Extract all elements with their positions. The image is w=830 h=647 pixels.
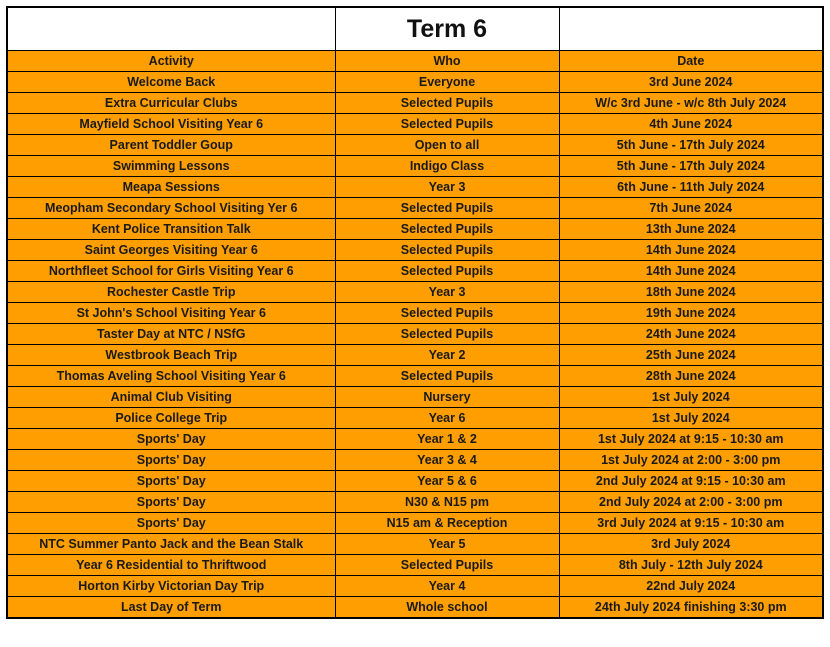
date-cell: 14th June 2024 — [559, 240, 823, 261]
table-row — [7, 450, 823, 471]
who-cell: Year 5 & 6 — [335, 471, 559, 492]
activity-cell: Horton Kirby Victorian Day Trip — [7, 576, 335, 597]
activity-cell: NTC Summer Panto Jack and the Bean Stalk — [7, 534, 335, 555]
date-cell: 14th June 2024 — [559, 261, 823, 282]
who-cell: Selected Pupils — [335, 303, 559, 324]
who-cell: Selected Pupils — [335, 261, 559, 282]
date-cell: 22nd July 2024 — [559, 576, 823, 597]
table-row — [7, 282, 823, 303]
date-cell: 13th June 2024 — [559, 219, 823, 240]
date-cell: 7th June 2024 — [559, 198, 823, 219]
header-activity: Activity — [7, 51, 335, 72]
activity-cell: Parent Toddler Goup — [7, 135, 335, 156]
table-row — [7, 513, 823, 534]
activity-cell: Meapa Sessions — [7, 177, 335, 198]
term-schedule — [6, 6, 822, 619]
activity-cell: Meopham Secondary School Visiting Yer 6 — [7, 198, 335, 219]
table-row — [7, 408, 823, 429]
activity-cell: Animal Club Visiting — [7, 387, 335, 408]
who-cell: Whole school — [335, 597, 559, 619]
table-row — [7, 198, 823, 219]
who-cell: Selected Pupils — [335, 219, 559, 240]
date-cell: W/c 3rd June - w/c 8th July 2024 — [559, 93, 823, 114]
table-row — [7, 219, 823, 240]
date-cell: 25th June 2024 — [559, 345, 823, 366]
date-cell: 3rd July 2024 — [559, 534, 823, 555]
who-cell: Indigo Class — [335, 156, 559, 177]
term-title: Term 6 — [335, 7, 559, 51]
date-cell: 3rd July 2024 at 9:15 - 10:30 am — [559, 513, 823, 534]
date-cell: 28th June 2024 — [559, 366, 823, 387]
table-row — [7, 429, 823, 450]
who-cell: Open to all — [335, 135, 559, 156]
date-cell: 6th June - 11th July 2024 — [559, 177, 823, 198]
table-row — [7, 261, 823, 282]
table-row — [7, 177, 823, 198]
who-cell: Year 3 & 4 — [335, 450, 559, 471]
who-cell: Year 4 — [335, 576, 559, 597]
date-cell: 24th July 2024 finishing 3:30 pm — [559, 597, 823, 619]
date-cell: 18th June 2024 — [559, 282, 823, 303]
who-cell: Selected Pupils — [335, 555, 559, 576]
table-row — [7, 114, 823, 135]
schedule-table — [6, 6, 824, 619]
activity-cell: Saint Georges Visiting Year 6 — [7, 240, 335, 261]
date-cell: 8th July - 12th July 2024 — [559, 555, 823, 576]
activity-cell: Last Day of Term — [7, 597, 335, 619]
who-cell: Selected Pupils — [335, 366, 559, 387]
date-cell: 3rd June 2024 — [559, 72, 823, 93]
table-row — [7, 387, 823, 408]
activity-cell: Thomas Aveling School Visiting Year 6 — [7, 366, 335, 387]
title-cell-right — [559, 7, 823, 51]
who-cell: Selected Pupils — [335, 240, 559, 261]
date-cell: 1st July 2024 — [559, 408, 823, 429]
table-row — [7, 156, 823, 177]
table-row — [7, 471, 823, 492]
header-who: Who — [335, 51, 559, 72]
who-cell: Nursery — [335, 387, 559, 408]
who-cell: Selected Pupils — [335, 324, 559, 345]
date-cell: 4th June 2024 — [559, 114, 823, 135]
who-cell: N30 & N15 pm — [335, 492, 559, 513]
table-row — [7, 303, 823, 324]
table-row — [7, 534, 823, 555]
activity-cell: St John's School Visiting Year 6 — [7, 303, 335, 324]
title-cell-left — [7, 7, 335, 51]
table-row — [7, 93, 823, 114]
table-row — [7, 324, 823, 345]
activity-cell: Northfleet School for Girls Visiting Year 6 — [7, 261, 335, 282]
title-row — [7, 7, 823, 51]
activity-cell: Kent Police Transition Talk — [7, 219, 335, 240]
activity-cell: Year 6 Residential to Thriftwood — [7, 555, 335, 576]
who-cell: Everyone — [335, 72, 559, 93]
date-cell: 5th June - 17th July 2024 — [559, 135, 823, 156]
table-row — [7, 240, 823, 261]
date-cell: 2nd July 2024 at 9:15 - 10:30 am — [559, 471, 823, 492]
activity-cell: Sports' Day — [7, 429, 335, 450]
activity-cell: Westbrook Beach Trip — [7, 345, 335, 366]
table-row — [7, 345, 823, 366]
date-cell: 24th June 2024 — [559, 324, 823, 345]
table-row — [7, 135, 823, 156]
activity-cell: Taster Day at NTC / NSfG — [7, 324, 335, 345]
who-cell: Selected Pupils — [335, 93, 559, 114]
who-cell: N15 am & Reception — [335, 513, 559, 534]
activity-cell: Extra Curricular Clubs — [7, 93, 335, 114]
activity-cell: Sports' Day — [7, 450, 335, 471]
who-cell: Year 3 — [335, 177, 559, 198]
table-row — [7, 492, 823, 513]
activity-cell: Swimming Lessons — [7, 156, 335, 177]
who-cell: Selected Pupils — [335, 198, 559, 219]
activity-cell: Rochester Castle Trip — [7, 282, 335, 303]
table-row — [7, 555, 823, 576]
activity-cell: Mayfield School Visiting Year 6 — [7, 114, 335, 135]
who-cell: Year 2 — [335, 345, 559, 366]
who-cell: Year 6 — [335, 408, 559, 429]
who-cell: Year 5 — [335, 534, 559, 555]
table-row — [7, 366, 823, 387]
who-cell: Year 1 & 2 — [335, 429, 559, 450]
who-cell: Year 3 — [335, 282, 559, 303]
header-row — [7, 51, 823, 72]
table-row — [7, 72, 823, 93]
date-cell: 2nd July 2024 at 2:00 - 3:00 pm — [559, 492, 823, 513]
date-cell: 1st July 2024 — [559, 387, 823, 408]
date-cell: 1st July 2024 at 9:15 - 10:30 am — [559, 429, 823, 450]
who-cell: Selected Pupils — [335, 114, 559, 135]
activity-cell: Sports' Day — [7, 492, 335, 513]
date-cell: 5th June - 17th July 2024 — [559, 156, 823, 177]
header-date: Date — [559, 51, 823, 72]
activity-cell: Sports' Day — [7, 471, 335, 492]
activity-cell: Police College Trip — [7, 408, 335, 429]
table-row — [7, 576, 823, 597]
table-row — [7, 597, 823, 619]
date-cell: 19th June 2024 — [559, 303, 823, 324]
activity-cell: Welcome Back — [7, 72, 335, 93]
activity-cell: Sports' Day — [7, 513, 335, 534]
date-cell: 1st July 2024 at 2:00 - 3:00 pm — [559, 450, 823, 471]
